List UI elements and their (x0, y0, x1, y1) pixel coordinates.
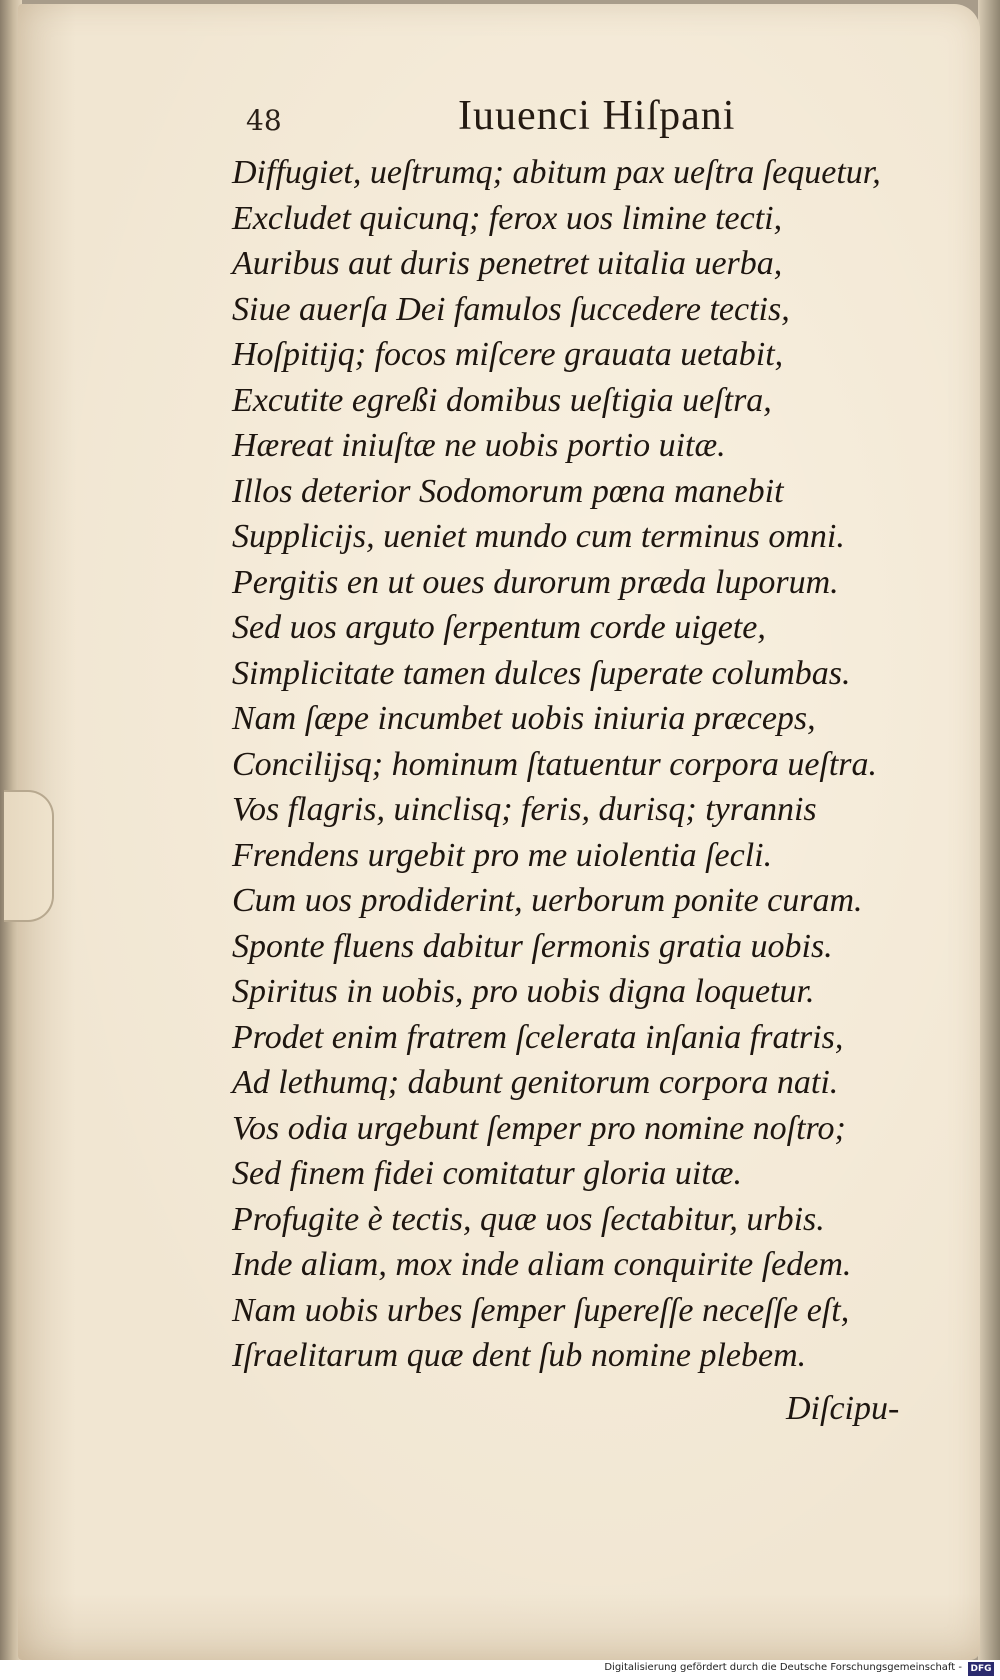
verse-line: Hæreat iniuſtæ ne uobis portio uitæ. (232, 427, 726, 464)
verse-line: Cum uos prodiderint, uerborum ponite curam. (232, 882, 863, 919)
verse-line: Frendens urgebit pro me uiolentia ſecli. (232, 836, 773, 874)
verse-line: Sponte fluens dabitur ſermonis gratia uobis. (232, 927, 833, 965)
running-head: Iuuenci Hiſpani (458, 93, 736, 139)
page-header (246, 92, 806, 152)
verse-line: Profugite è tectis, quæ uos ſectabitur, urbis. (232, 1200, 825, 1238)
verse-line: Vos flagris, uinclisq; feris, durisq; tyrannis (232, 791, 817, 828)
verse-line: Hoſpitijq; focos miſcere grauata uetabit, (232, 336, 784, 373)
verse-line: Illos deterior Sodomorum pœna manebit (232, 472, 784, 510)
verse-line: Vos odia urgebunt ſemper pro nomine noſtro; (232, 1109, 846, 1147)
verse-line: Prodet enim fratrem ſcelerata inſania fratris, (232, 1018, 844, 1056)
verse-line: Supplicijs, ueniet mundo cum terminus omni. (232, 518, 845, 555)
verse-line: Sed uos arguto ſerpentum corde uigete, (232, 609, 766, 646)
verse-line: Simplicitate tamen dulces ſuperate columbas. (232, 654, 851, 692)
funding-credit: Digitalisierung gefördert durch die Deutsche Forschungsgemeinschaft - (604, 1662, 962, 1673)
digitization-footer (0, 1660, 1000, 1680)
verse-line: Nam uobis urbes ſemper ſupereſſe neceſſe eſt, (232, 1291, 850, 1329)
verse-line: Excludet quicunq; ferox uos limine tecti, (232, 199, 783, 237)
page-edge (978, 0, 1000, 1680)
verse-line: Concilijsq; hominum ſtatuentur corpora ueſtra. (232, 745, 878, 783)
verse-list (232, 150, 932, 1379)
verse-line: Excutite egreßi domibus ueſtigia ueſtra, (232, 381, 772, 419)
catchword: Diſcipu- (786, 1390, 900, 1427)
page-tab-fold (4, 790, 54, 922)
verse-line: Siue auerſa Dei famulos ſuccedere tectis, (232, 290, 790, 328)
verse-line: Pergitis en ut oues durorum præda luporum. (232, 563, 839, 601)
verse-line: Auribus aut duris penetret uitalia uerba, (232, 245, 783, 282)
verse-line: Diffugiet, ueſtrumq; abitum pax ueſtra ſequetur, (232, 154, 881, 191)
verse-line: Nam ſæpe incumbet uobis iniuria præceps, (232, 700, 816, 737)
verse-line: Inde aliam, mox inde aliam conquirite ſedem. (232, 1246, 852, 1283)
verse-line: Ad lethumq; dabunt genitorum corpora nati. (232, 1064, 839, 1101)
dfg-logo-icon: DFG (968, 1662, 994, 1676)
verse-line: Iſraelitarum quæ dent ſub nomine plebem. (232, 1337, 807, 1374)
page-number: 48 (246, 104, 282, 137)
verse-line: Sed finem fidei comitatur gloria uitæ. (232, 1155, 742, 1192)
verse-line: Spiritus in uobis, pro uobis digna loquetur. (232, 973, 815, 1010)
